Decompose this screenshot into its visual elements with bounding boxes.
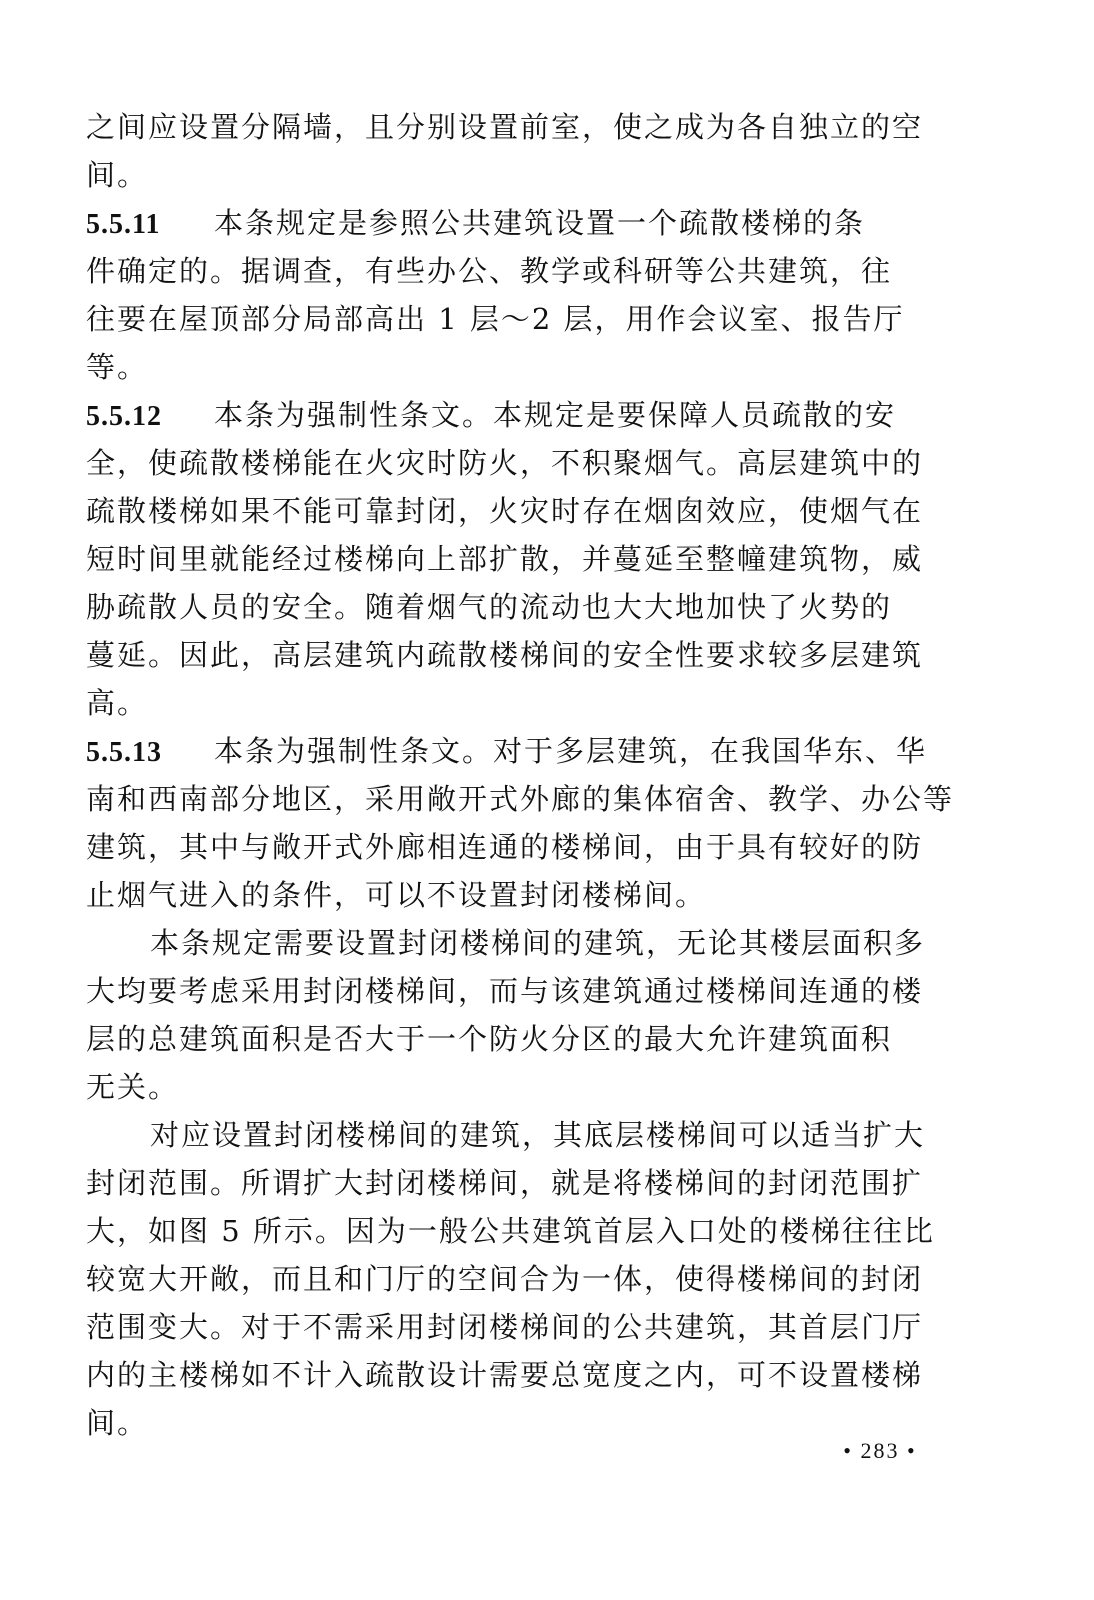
line-text: 南和西南部分地区，采用敞开式外廊的集体宿舍、教学、办公等	[86, 782, 955, 816]
text-line	[86, 775, 955, 823]
text-line	[86, 439, 946, 487]
line-text: 本条为强制性条文。本规定是要保障人员疏散的安	[214, 398, 897, 432]
text-line	[86, 727, 946, 775]
line-text: 间。	[86, 1406, 149, 1440]
body-text	[86, 103, 955, 1447]
text-line	[86, 487, 946, 535]
line-text: 本条规定是参照公共建筑设置一个疏散楼梯的条	[214, 206, 866, 240]
line-text: 往要在屋顶部分局部高出 1 层～2 层，用作会议室、报告厅	[86, 302, 905, 336]
text-line	[86, 631, 946, 679]
text-line	[86, 1303, 946, 1351]
text-line	[86, 679, 946, 727]
text-line	[86, 199, 946, 247]
line-text: 高。	[86, 686, 149, 720]
page-number: • 283 •	[843, 1438, 917, 1463]
text-line	[86, 583, 946, 631]
clause-number: 5.5.12	[86, 401, 162, 432]
text-line	[86, 919, 946, 967]
line-text: 胁疏散人员的安全。随着烟气的流动也大大地加快了火势的	[86, 590, 893, 624]
line-text: 对应设置封闭楼梯间的建筑，其底层楼梯间可以适当扩大	[150, 1118, 926, 1152]
text-line	[86, 1399, 946, 1447]
text-line	[86, 247, 946, 295]
text-line	[86, 103, 946, 151]
line-text: 封闭范围。所谓扩大封闭楼梯间，就是将楼梯间的封闭范围扩	[86, 1166, 924, 1200]
clause-number: 5.5.13	[86, 737, 162, 768]
line-text: 本条为强制性条文。对于多层建筑，在我国华东、华	[214, 734, 928, 768]
line-text: 大，如图 5 所示。因为一般公共建筑首层入口处的楼梯往往比	[86, 1214, 935, 1248]
line-text: 较宽大开敞，而且和门厅的空间合为一体，使得楼梯间的封闭	[86, 1262, 924, 1296]
text-line	[86, 1351, 946, 1399]
text-line	[86, 1255, 946, 1303]
line-text: 之间应设置分隔墙，且分别设置前室，使之成为各自独立的空	[86, 110, 924, 144]
text-line	[86, 295, 946, 343]
text-line	[86, 1063, 946, 1111]
line-text: 范围变大。对于不需采用封闭楼梯间的公共建筑，其首层门厅	[86, 1310, 924, 1344]
text-line	[86, 343, 946, 391]
line-text: 疏散楼梯如果不能可靠封闭，火灾时存在烟囱效应，使烟气在	[86, 494, 924, 528]
clause-number: 5.5.11	[86, 209, 161, 240]
text-line	[86, 1207, 946, 1255]
text-line	[86, 151, 946, 199]
line-text: 全，使疏散楼梯能在火灾时防火，不积聚烟气。高层建筑中的	[86, 446, 924, 480]
line-text: 内的主楼梯如不计入疏散设计需要总宽度之内，可不设置楼梯	[86, 1358, 924, 1392]
line-text: 短时间里就能经过楼梯向上部扩散，并蔓延至整幢建筑物，威	[86, 542, 924, 576]
text-line	[86, 871, 946, 919]
text-line	[86, 391, 946, 439]
line-text: 无关。	[86, 1070, 180, 1104]
text-line	[86, 1159, 946, 1207]
line-text: 止烟气进入的条件，可以不设置封闭楼梯间。	[86, 878, 707, 912]
text-line	[86, 823, 946, 871]
line-text: 本条规定需要设置封闭楼梯间的建筑，无论其楼层面积多	[150, 926, 926, 960]
text-line	[86, 1111, 946, 1159]
line-text: 等。	[86, 350, 149, 384]
text-line	[86, 1015, 946, 1063]
line-text: 间。	[86, 158, 149, 192]
line-text: 层的总建筑面积是否大于一个防火分区的最大允许建筑面积	[86, 1022, 893, 1056]
text-line	[86, 967, 946, 1015]
line-text: 大均要考虑采用封闭楼梯间，而与该建筑通过楼梯间连通的楼	[86, 974, 924, 1008]
text-line	[86, 535, 946, 583]
line-text: 建筑，其中与敞开式外廊相连通的楼梯间，由于具有较好的防	[86, 830, 924, 864]
line-text: 蔓延。因此，高层建筑内疏散楼梯间的安全性要求较多层建筑	[86, 638, 924, 672]
line-text: 件确定的。据调查，有些办公、教学或科研等公共建筑，往	[86, 254, 893, 288]
